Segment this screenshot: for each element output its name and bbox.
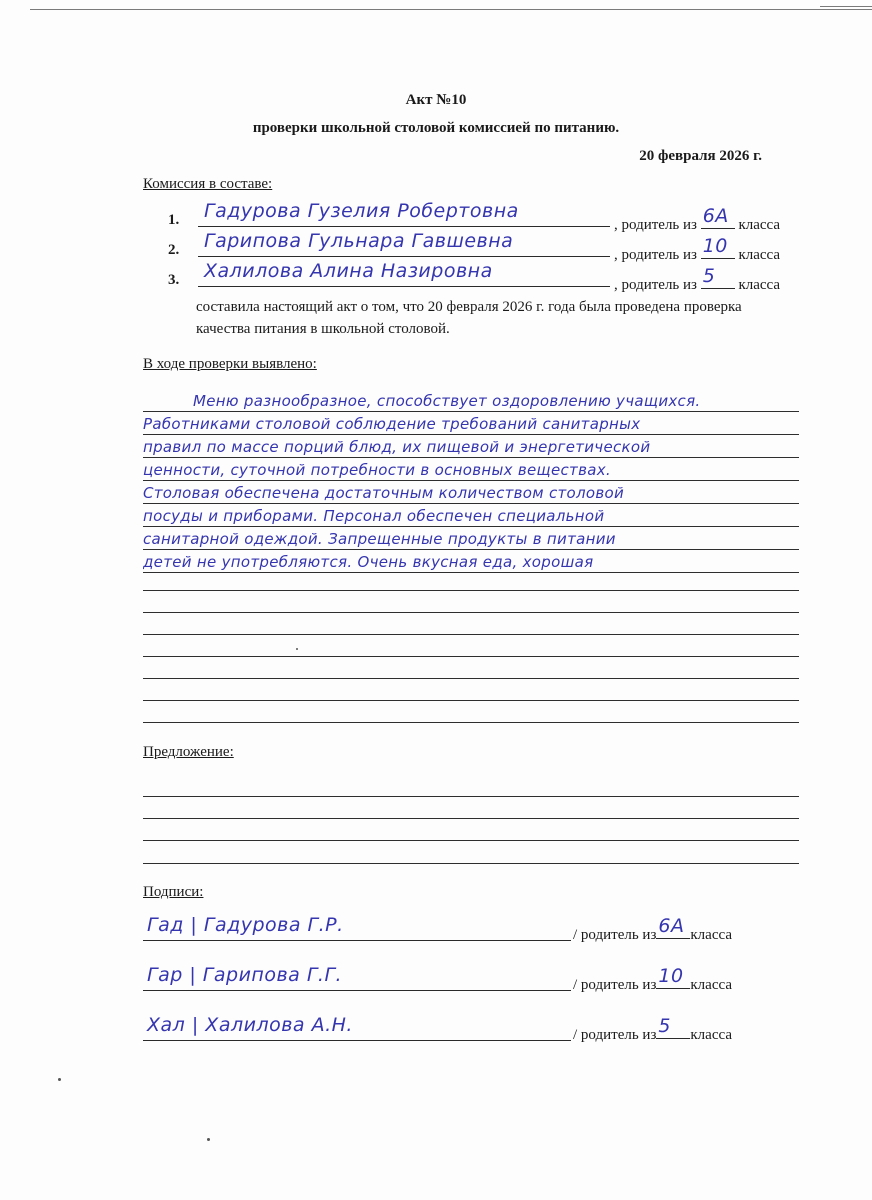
member-name-field bbox=[198, 202, 610, 227]
signature-field bbox=[143, 1016, 571, 1041]
member-name: Гарипова Гульнара Гавшевна bbox=[204, 230, 514, 252]
signature-handwriting: Гар | Гарипова Г.Г. bbox=[147, 964, 343, 986]
act-title: Акт №10 bbox=[405, 92, 467, 108]
signature-field bbox=[143, 916, 571, 941]
signature-class: 6А bbox=[658, 915, 685, 937]
findings-label: В ходе проверки выявлено: bbox=[143, 356, 317, 372]
signature-mark: Гад bbox=[147, 914, 184, 936]
commission-label: Комиссия в составе: bbox=[143, 176, 273, 192]
scan-speck bbox=[296, 648, 298, 650]
signature-name: Халилова А.Н. bbox=[205, 1014, 353, 1036]
member-role: , родитель из 5 класса bbox=[614, 265, 781, 293]
signature-class: 10 bbox=[658, 965, 684, 987]
signature-handwriting: Гад | Гадурова Г.Р. bbox=[147, 914, 344, 936]
ruled-line bbox=[143, 526, 799, 527]
signature-role: / родитель из 5 класса bbox=[573, 1015, 732, 1043]
signature-row bbox=[143, 916, 783, 942]
ruled-line bbox=[143, 549, 799, 550]
signature-role: / родитель из 10 класса bbox=[573, 965, 732, 993]
ruled-line bbox=[143, 434, 799, 435]
intro-text: составила настоящий акт о том, что 20 февраля 2026 г. года была проведена проверка качества питания в школьной столовой. bbox=[196, 299, 742, 337]
member-number: 3. bbox=[168, 272, 180, 288]
member-class: 5 bbox=[702, 265, 716, 287]
member-role: , родитель из 10 класса bbox=[614, 235, 781, 263]
signature-name: Гадурова Г.Р. bbox=[203, 914, 344, 936]
ruled-line bbox=[143, 840, 799, 841]
finding-line: правил по массе порций блюд, их пищевой и энергетической bbox=[143, 438, 651, 456]
ruled-line bbox=[143, 503, 799, 504]
signature-field bbox=[143, 966, 571, 991]
signature-mark: Хал bbox=[147, 1014, 186, 1036]
finding-line: детей не употребляются. Очень вкусная еда, хорошая bbox=[143, 553, 594, 571]
scan-edge-line bbox=[820, 6, 872, 7]
finding-line: посуды и приборами. Персонал обеспечен специальной bbox=[143, 507, 605, 525]
ruled-line bbox=[143, 863, 799, 864]
finding-line: Столовая обеспечена достаточным количеством столовой bbox=[143, 484, 625, 502]
member-name-field bbox=[198, 262, 610, 287]
ruled-line bbox=[143, 656, 799, 657]
signature-mark: Гар bbox=[147, 964, 183, 986]
member-number: 1. bbox=[168, 212, 180, 228]
scan-speck bbox=[207, 1138, 210, 1141]
finding-line: Работниками столовой соблюдение требований санитарных bbox=[143, 415, 641, 433]
member-class: 6А bbox=[702, 205, 729, 227]
signatures-label: Подписи: bbox=[143, 884, 204, 900]
scan-speck bbox=[58, 1078, 61, 1081]
finding-line: санитарной одеждой. Запрещенные продукты в питании bbox=[143, 530, 616, 548]
signature-row bbox=[143, 1016, 783, 1042]
ruled-line bbox=[143, 678, 799, 679]
member-name: Гадурова Гузелия Робертовна bbox=[204, 200, 519, 222]
act-date: 20 февраля 2026 г. bbox=[639, 148, 762, 164]
scan-edge-line bbox=[30, 9, 872, 10]
member-role: , родитель из 6А класса bbox=[614, 205, 781, 233]
ruled-line bbox=[143, 411, 799, 412]
signature-handwriting: Хал | Халилова А.Н. bbox=[147, 1014, 353, 1036]
ruled-line bbox=[143, 480, 799, 481]
finding-line: ценности, суточной потребности в основных веществах. bbox=[143, 461, 611, 479]
ruled-line bbox=[143, 700, 799, 701]
proposal-label: Предложение: bbox=[143, 744, 234, 760]
ruled-line bbox=[143, 722, 799, 723]
signature-row bbox=[143, 966, 783, 992]
ruled-line bbox=[143, 634, 799, 635]
ruled-line bbox=[143, 572, 799, 573]
member-number: 2. bbox=[168, 242, 180, 258]
ruled-line bbox=[143, 457, 799, 458]
ruled-line bbox=[143, 590, 799, 591]
signature-class: 5 bbox=[658, 1015, 671, 1037]
ruled-line bbox=[143, 612, 799, 613]
member-name: Халилова Алина Назировна bbox=[204, 260, 493, 282]
ruled-line bbox=[143, 796, 799, 797]
finding-line: Меню разнообразное, способствует оздоровлению учащихся. bbox=[193, 392, 701, 410]
ruled-line bbox=[143, 818, 799, 819]
signature-name: Гарипова Г.Г. bbox=[202, 964, 343, 986]
member-class: 10 bbox=[702, 235, 728, 257]
member-name-field bbox=[198, 232, 610, 257]
signature-role: / родитель из 6А класса bbox=[573, 915, 732, 943]
act-subtitle: проверки школьной столовой комиссией по питанию. bbox=[252, 120, 620, 136]
